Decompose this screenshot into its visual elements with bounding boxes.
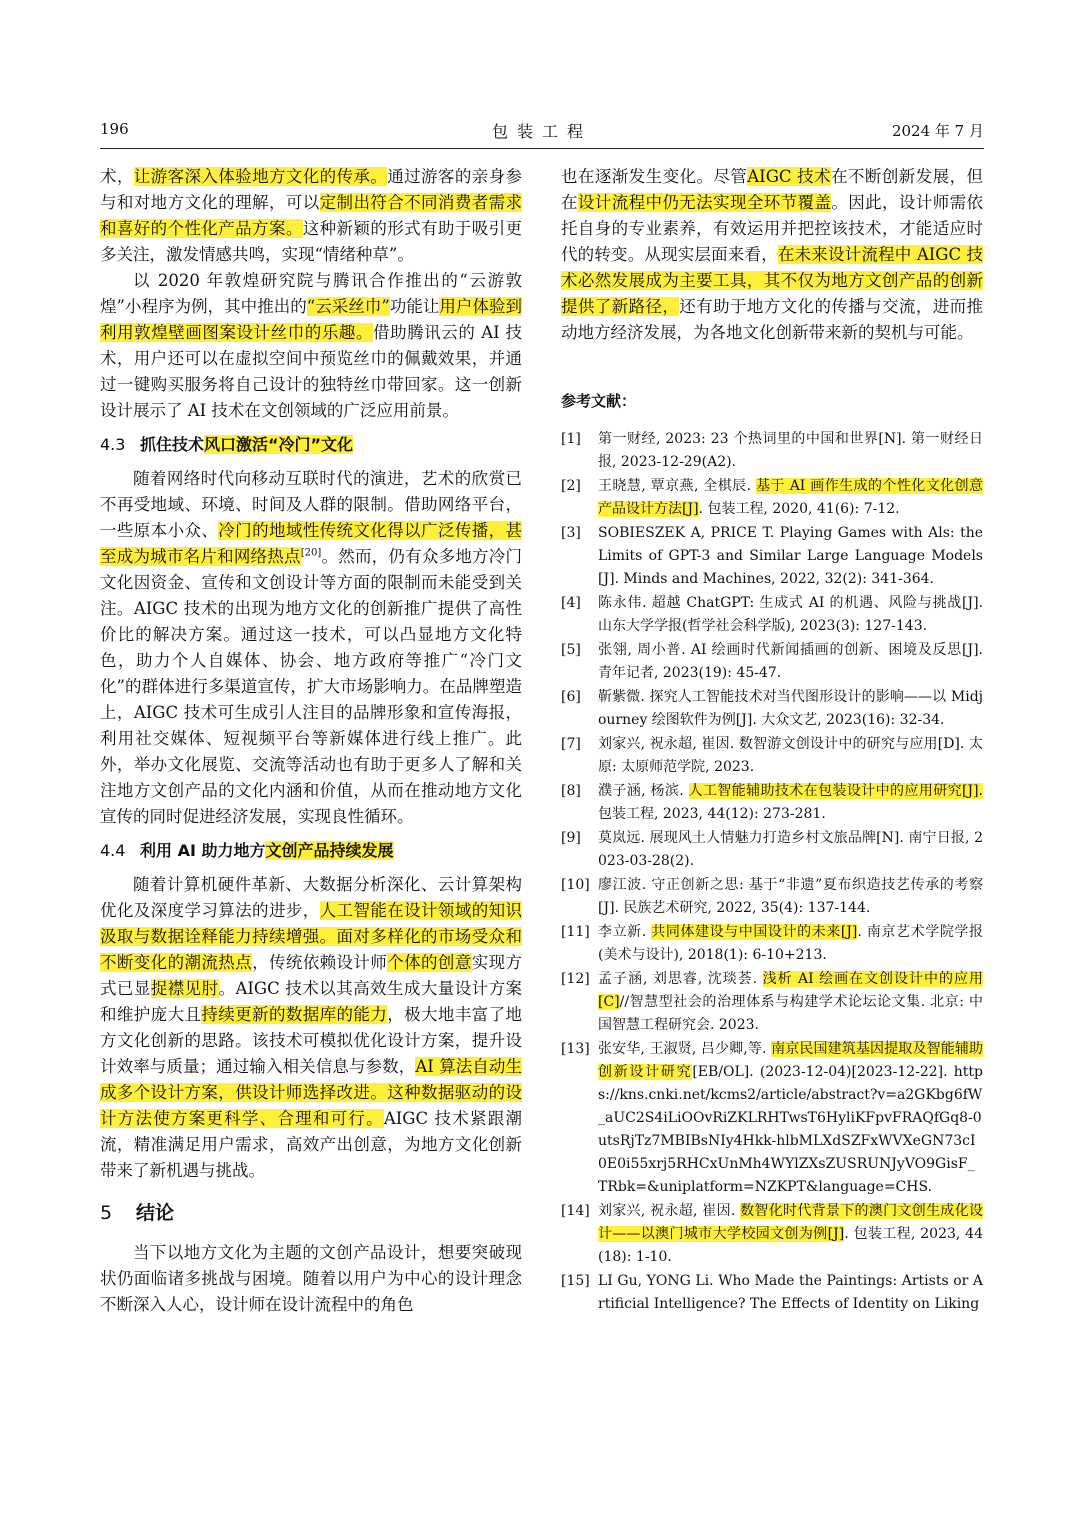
reference-item — [561, 428, 983, 474]
reference-number: [12] — [561, 971, 590, 987]
reference-text: 濮子涵, 杨滨. 人工智能辅助技术在包装设计中的应用研究[J]. 包装工程, 2023, 44(12): 273-281. — [598, 783, 983, 822]
issue-date: 2024 年 7 月 — [891, 122, 984, 140]
reference-number: [11] — [561, 924, 590, 940]
reference-number: [4] — [561, 595, 581, 611]
reference-text: 张安华, 王淑贤, 吕少卿,等. 南京民国建筑基因提取及智能辅助创新设计研究[EB/OL]. (2023-12-04)[2023-12-22]. https://kns.cnki.net/kcms2/article/abstract?v=a2GKbg6fW_aUC2S4iLiOOvRiZKLRHTwsT6HyliKFpvFRAQfGq8-0utsRjTz7MBIBsNIy4Hkk-hlbMLXdSZFxWVXeGN73cI0E0i55xrj5RHCxUnMh4WYlZXsZUSRUNJyVO9GisF_TRbk=&uniplatform=NZKPT&language=CHS. — [598, 1041, 983, 1195]
paragraph-4-4: 随着计算机硬件革新、大数据分析深化、云计算架构优化及深度学习算法的进步，人工智能在设计领域的知识汲取与数据诠释能力持续增强。面对多样化的市场受众和不断变化的潮流热点，传统依赖设计师个体的创意实现方式已显捉襟见肘。AIGC 技术以其高效生成大量设计方案和维护庞大且持续更新的数据库的能力，极大地丰富了地方文化创新的思路。该技术可模拟优化设计方案，提升设计效率与质量；通过输入相关信息与参数，AI 算法自动生成多个设计方案，供设计师选择改进。这种数据驱动的设计方法使方案更科学、合理和可行。AIGC 技术紧跟潮流，精准满足用户需求，高效产出创意，为地方文化创新带来了新机遇与挑战。 — [100, 875, 523, 1180]
paragraph-4-3: 随着网络时代向移动互联时代的演进，艺术的欣赏已不再受地域、环境、时间及人群的限制。借助网络平台，一些原本小众、冷门的地域性传统文化得以广泛传播，甚至成为城市名片和网络热点[20]。然而，仍有众多地方冷门文化因资金、宣传和文创设计等方面的限制而未能受到关注。AIGC 技术的出现为地方文化的创新推广提供了高性价比的解决方案。通过这一技术，可以凸显地方文化特色，助力个人自媒体、协会、地方政府等推广“冷门文化”的群体进行多渠道宣传，扩大市场影响力。在品牌塑造上，AIGC 技术可生成引人注目的品牌形象和宣传海报，利用社交媒体、短视频平台等新媒体进行线上推广。此外，举办文化展览、交流等活动也有助于更多人了解和关注地方文创产品的文化内涵和价值，从而在推动地方文化宣传的同时促进经济发展，实现良性循环。 — [100, 469, 523, 826]
paragraph-conclusion-continued: 也在逐渐发生变化。尽管AIGC 技术在不断创新发展，但在设计流程中仍无法实现全环节覆盖。因此，设计师需依托自身的专业素养，有效运用并把控该技术，才能适应时代的转变。从现实层面来看，在未来设计流程中 AIGC 技术必然发展成为主要工具，其不仅为地方文创产品的创新提供了新路径，还有助于地方文化的传播与交流，进而推动地方经济发展，为各地文化创新带来新的契机与可能。 — [561, 167, 984, 342]
right-column — [561, 164, 983, 1317]
reference-text: LI Gu, YONG Li. Who Made the Paintings: Artists or Artificial Intelligence? The Effects of Identity on Liking — [598, 1273, 983, 1312]
highlight: 冷门的地域性传统文化得以广泛传播，甚至成为城市名片和网络热点 — [100, 521, 523, 566]
reference-number: [8] — [561, 783, 581, 799]
reference-text: 陈永伟. 超越 ChatGPT: 生成式 AI 的机遇、风险与挑战[J]. 山东大学学报(哲学社会科学版), 2023(3): 127-143. — [598, 595, 983, 634]
reference-item — [561, 639, 983, 685]
reference-number: [2] — [561, 478, 581, 494]
highlight: 在未来设计流程中 AIGC 技术必然发展成为主要工具，其不仅为地方文创产品的创新提供了新路径， — [561, 245, 984, 316]
section-heading-4-4: 4.4 利用 AI 助力地方文创产品持续发展 — [100, 841, 394, 860]
highlight: AI 算法自动生成多个设计方案，供设计师选择改进。这种数据驱动的设计方法使方案更科学、合理和可行。 — [100, 1057, 523, 1128]
reference-text: SOBIESZEK A, PRICE T. Playing Games with Als: the Limits of GPT-3 and Similar Large Language Models[J]. Minds and Machines, 2022, 32(2): 341-364. — [598, 525, 983, 587]
highlight: 让游客深入体验地方文化的传承。 — [133, 167, 388, 186]
highlight: 定制出符合不同消费者需求和喜好的个性化产品方案。 — [100, 193, 523, 238]
reference-text: 莫岚远. 展现风土人情魅力打造乡村文旅品牌[N]. 南宁日报, 2023-03-28(2). — [598, 830, 983, 869]
reference-item — [561, 921, 983, 967]
reference-text: 孟子涵, 刘思睿, 沈琰荟. 浅析 AI 绘画在文创设计中的应用[C]//智慧型社会的治理体系与构建学术论坛论文集. 北京: 中国智慧工程研究会. 2023. — [598, 971, 983, 1033]
highlight: 人工智能辅助技术在包装设计中的应用研究[J]. — [688, 783, 983, 799]
reference-number: [6] — [561, 689, 581, 705]
reference-list — [561, 428, 983, 1316]
reference-item — [561, 780, 983, 826]
highlight: 数智化时代背景下的澳门文创生成化设计——以澳门城市大学校园文创为例[J] — [598, 1203, 984, 1242]
reference-number: [14] — [561, 1203, 590, 1219]
header-rule — [100, 148, 984, 149]
left-column — [100, 164, 522, 1318]
reference-item — [561, 592, 983, 638]
section-heading-5: 5 结论 — [100, 1202, 175, 1224]
highlight: 南京民国建筑基因提取及智能辅助创新设计研究 — [598, 1041, 983, 1080]
highlight: 人工智能在设计领域的知识汲取与数据诠释能力持续增强。面对多样化的市场受众和不断变化的潮流热点 — [100, 901, 523, 972]
paragraph-continuation: 术，让游客深入体验地方文化的传承。通过游客的亲身参与和对地方文化的理解，可以定制出符合不同消费者需求和喜好的个性化产品方案。这种新颖的形式有助于吸引更多关注，激发情感共鸣，实现“情绪种草”。 — [100, 167, 523, 264]
page-number: 196 — [100, 120, 129, 138]
reference-item — [561, 1038, 983, 1199]
citation: [20] — [300, 547, 322, 559]
reference-number: [7] — [561, 736, 581, 752]
references-heading: 参考文献： — [561, 392, 637, 410]
running-header — [100, 118, 984, 144]
highlight: 持续更新的数据库的能力 — [201, 1005, 388, 1024]
reference-item — [561, 522, 983, 591]
reference-item — [561, 968, 983, 1037]
highlight: 设计流程中仍无法实现全环节覆盖 — [577, 193, 832, 212]
reference-item — [561, 874, 983, 920]
reference-text: 刘家兴, 祝永超, 崔因. 数智游文创设计中的研究与应用[D]. 太原: 太原师范学院, 2023. — [598, 736, 983, 775]
reference-item — [561, 733, 983, 779]
paragraph-conclusion: 当下以地方文化为主题的文创产品设计，想要突破现状仍面临诸多挑战与困境。随着以用户为中心的设计理念不断深入人心，设计师在设计流程中的角色 — [100, 1243, 522, 1314]
reference-text: 靳紫微. 探究人工智能技术对当代图形设计的影响——以 Midjourney 绘图软件为例[J]. 大众文艺, 2023(16): 32-34. — [598, 689, 983, 728]
reference-number: [1] — [561, 431, 581, 447]
highlight: “云采丝巾” — [306, 297, 390, 316]
highlight: 用户体验到利用敦煌壁画图案设计丝巾的乐趣。 — [100, 297, 523, 342]
reference-item — [561, 1270, 983, 1316]
journal-title: 包装工程 — [491, 122, 592, 141]
reference-number: [10] — [561, 877, 590, 893]
highlight: 浅析 AI 绘画在文创设计中的应用[C] — [598, 971, 983, 1010]
highlight: 共同体建设与中国设计的未来[J] — [651, 924, 858, 940]
reference-text: 刘家兴, 祝永超, 崔因. 数智化时代背景下的澳门文创生成化设计——以澳门城市大学校园文创为例[J]. 包装工程, 2023, 44(18): 1-10. — [598, 1203, 984, 1265]
reference-text: 王晓慧, 覃京燕, 全棋辰. 基于 AI 画作生成的个性化文化创意产品设计方法[J]. 包装工程, 2020, 41(6): 7-12. — [598, 478, 984, 517]
reference-item — [561, 1200, 983, 1269]
reference-text: 张翎, 周小普. AI 绘画时代新闻插画的创新、困境及反思[J]. 青年记者, 2023(19): 45-47. — [598, 642, 983, 681]
reference-item — [561, 475, 983, 521]
reference-text: 李立新. 共同体建设与中国设计的未来[J]. 南京艺术学院学报(美术与设计), 2018(1): 6-10+213. — [598, 924, 983, 963]
reference-number: [15] — [561, 1273, 590, 1289]
highlight: 基于 AI 画作生成的个性化文化创意产品设计方法[J] — [598, 478, 984, 517]
highlight: 捉襟见肘 — [150, 979, 219, 998]
paragraph-dunhuang: 以 2020 年敦煌研究院与腾讯合作推出的“云游敦煌”小程序为例，其中推出的“云采丝巾”功能让用户体验到利用敦煌壁画图案设计丝巾的乐趣。借助腾讯云的 AI 技术，用户还可以在虚拟空间中预览丝巾的佩戴效果，并通过一键购买服务将自己设计的独特丝巾带回家。这一创新设计展示了 AI 技术在文创领域的广泛应用前景。 — [100, 271, 523, 420]
reference-number: [3] — [561, 525, 581, 541]
reference-text: 第一财经, 2023: 23 个热词里的中国和世界[N]. 第一财经日报, 2023-12-29(A2). — [598, 431, 983, 470]
reference-number: [13] — [561, 1041, 590, 1057]
highlight: 个体的创意 — [387, 953, 472, 972]
reference-number: [5] — [561, 642, 581, 658]
highlight: AIGC 技术 — [747, 167, 832, 186]
reference-item — [561, 686, 983, 732]
reference-number: [9] — [561, 830, 581, 846]
reference-text: 廖江波. 守正创新之思: 基于“非遗”夏布织造技艺传承的考察[J]. 民族艺术研究, 2022, 35(4): 137-144. — [598, 877, 983, 916]
section-heading-4-3: 4.3 抓住技术风口激活“冷门”文化 — [100, 435, 354, 454]
reference-item — [561, 827, 983, 873]
